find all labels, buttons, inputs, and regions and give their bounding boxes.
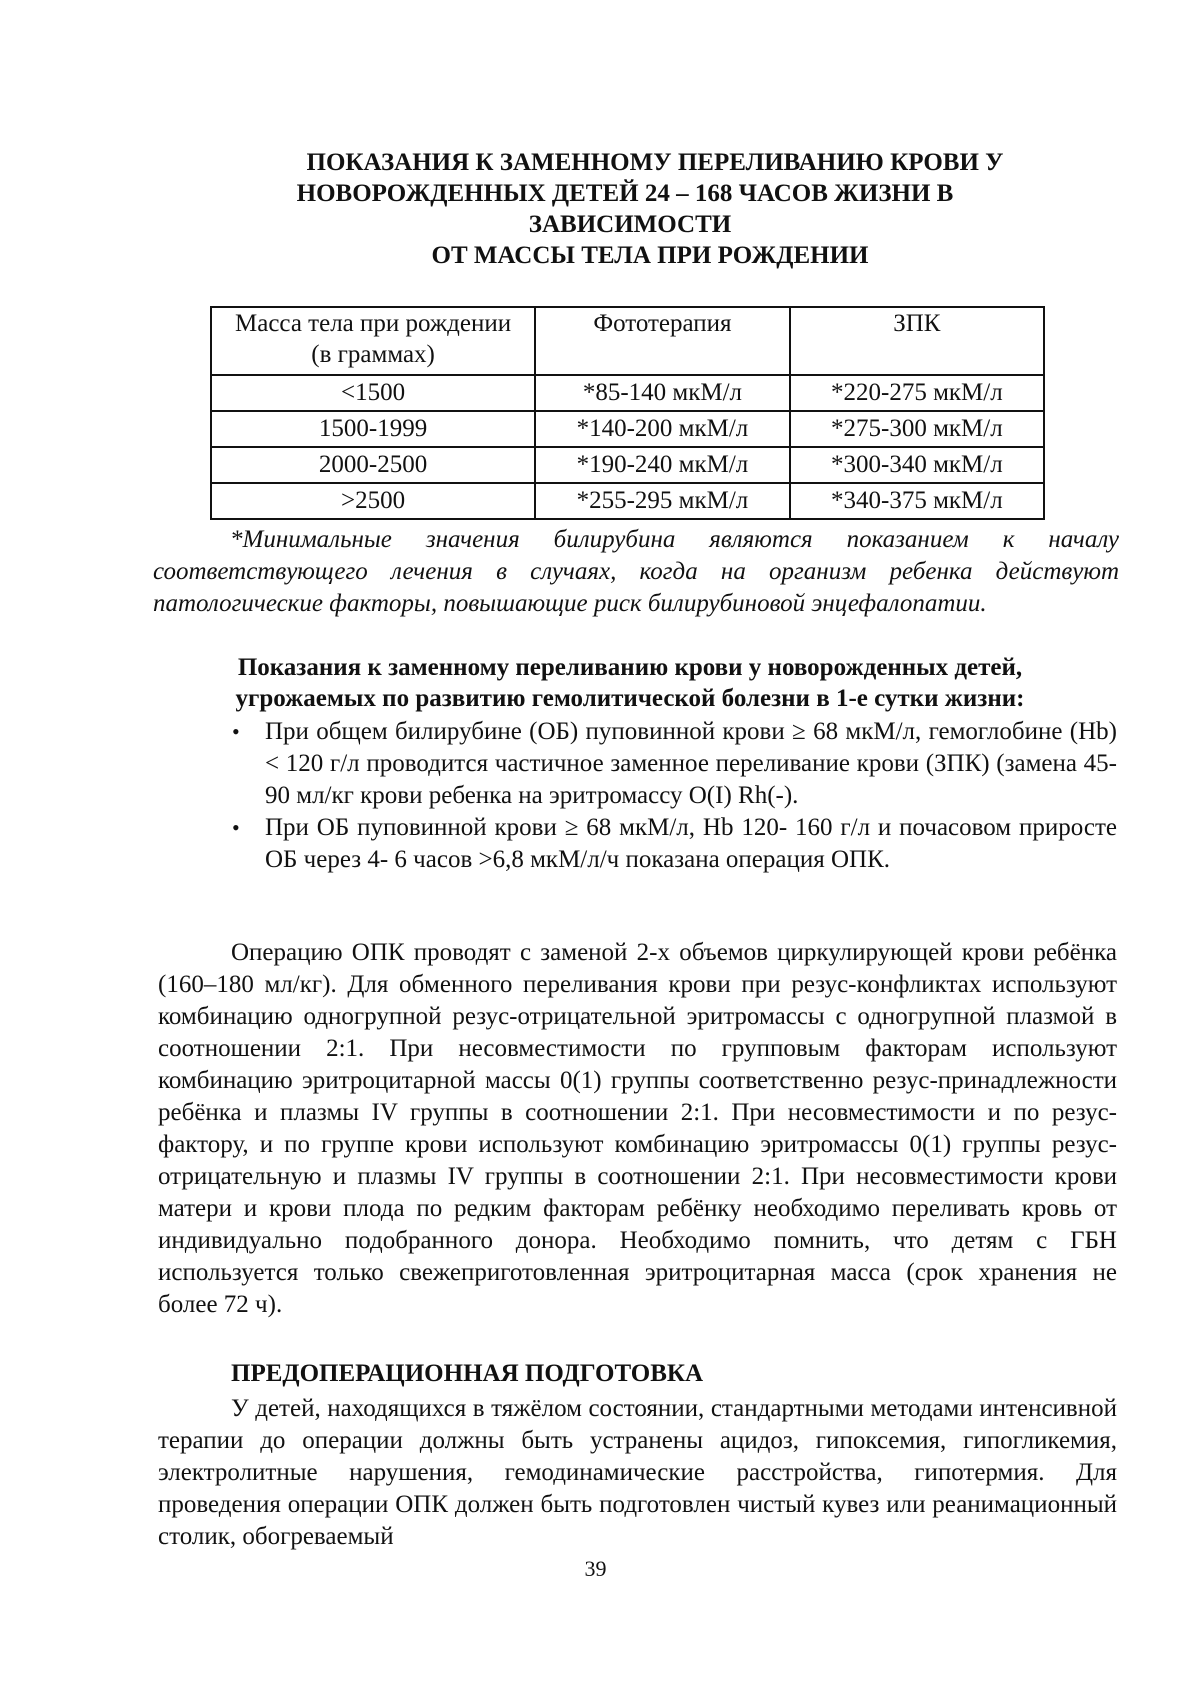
cell-mass: >2500	[211, 483, 535, 519]
body-paragraph: У детей, находящихся в тяжёлом состоянии, стандартными методами интенсивной терапии до операции должны быть устранены ацидоз, гипоксемия, гипогликемия, электролитные нарушения, гемодинамические расстройства, гипотермия. Для проведения операции ОПК должен быть подготовлен чистый кувез или реанимационный столик, обогреваемый	[158, 1395, 1117, 1550]
list-item-text: При ОБ пуповинной крови ≥ 68 мкМ/л, Hb 120- 160 г/л и почасовом приросте ОБ через 4- 6 часов >6,8 мкМ/л/ч показана операция ОПК.	[265, 814, 1117, 873]
list-item	[230, 812, 1117, 876]
cell-zpk: *220-275 мкМ/л	[790, 375, 1044, 411]
title-line: НОВОРОЖДЕННЫХ ДЕТЕЙ 24 – 168 ЧАСОВ ЖИЗНИ В	[296, 180, 954, 207]
indications-list	[230, 716, 1117, 876]
table-footnote: *Минимальные значения билирубина являются показанием к началу соответствующего лечения в случаях, когда на организм ребенка действуют патологические факторы, повышающие риск билирубиновой энцефалопатии.	[153, 526, 1119, 617]
header-birth-mass-line2: (в граммах)	[311, 341, 435, 368]
table-row	[211, 447, 1044, 483]
body-paragraph: Операцию ОПК проводят с заменой 2-х объемов циркулирующей крови ребёнка (160–180 мл/кг). Для обменного переливания крови при резус-конфликтах используют комбинацию одногрупной резус-отрицательной эритромассы с одногрупной плазмой в соотношении 2:1. При несовместимости по групповым факторам используют комбинацию эритроцитарной массы 0(1) группы соответственно резус-принадлежности ребёнка и плазмы IV группы в соотношении 2:1. При несовместимости и по резус-фактору, и по группе крови используют комбинацию эритромассы 0(1) группы резус-отрицательную и плазмы IV группы в соотношении 2:1. При несовместимости крови матери и крови плода по редким факторам ребёнку необходимо переливать кровь от индивидуально подобранного донора. Необходимо помнить, что детям с ГБН используется только свежеприготовленная эритроцитарная масса (срок хранения не более 72 ч).	[158, 939, 1117, 1318]
title-line: ОТ МАССЫ ТЕЛА ПРИ РОЖДЕНИИ	[431, 242, 869, 269]
cell-zpk: *300-340 мкМ/л	[790, 447, 1044, 483]
table-row	[211, 483, 1044, 519]
header-birth-mass-line1: Масса тела при рождении	[235, 310, 512, 337]
title-line: ПОКАЗАНИЯ К ЗАМЕННОМУ ПЕРЕЛИВАНИЮ КРОВИ У	[306, 149, 1004, 176]
page-title	[200, 147, 1060, 271]
table-row	[211, 411, 1044, 447]
page-number: 39	[584, 1556, 607, 1581]
indications-subheading	[160, 652, 1100, 714]
header-birth-mass	[211, 307, 535, 375]
cell-phototherapy: *190-240 мкМ/л	[535, 447, 790, 483]
section-heading: ПРЕДОПЕРАЦИОННАЯ ПОДГОТОВКА	[231, 1360, 704, 1387]
cell-mass: 1500-1999	[211, 411, 535, 447]
cell-phototherapy: *85-140 мкМ/л	[535, 375, 790, 411]
table-row	[211, 375, 1044, 411]
table-header-row	[211, 307, 1044, 375]
list-item-text: При общем билирубине (ОБ) пуповинной крови ≥ 68 мкМ/л, гемоглобине (Hb) < 120 г/л проводится частичное заменное переливание крови (ЗПК) (замена 45-90 мл/кг крови ребенка на эритромассу O(I) Rh(-).	[265, 718, 1117, 809]
cell-zpk: *275-300 мкМ/л	[790, 411, 1044, 447]
bullet-icon: •	[232, 815, 240, 840]
bullet-icon: •	[232, 719, 240, 744]
header-zpk: ЗПК	[790, 307, 1044, 375]
cell-zpk: *340-375 мкМ/л	[790, 483, 1044, 519]
title-line: ЗАВИСИМОСТИ	[528, 211, 732, 238]
cell-phototherapy: *140-200 мкМ/л	[535, 411, 790, 447]
cell-mass: <1500	[211, 375, 535, 411]
header-phototherapy: Фототерапия	[535, 307, 790, 375]
bilirubin-threshold-table	[210, 306, 1045, 520]
subheading-line: угрожаемых по развитию гемолитической болезни в 1-е сутки жизни:	[235, 685, 1025, 712]
list-item	[230, 716, 1117, 812]
subheading-line: Показания к заменному переливанию крови у новорожденных детей,	[237, 654, 1023, 681]
cell-phototherapy: *255-295 мкМ/л	[535, 483, 790, 519]
cell-mass: 2000-2500	[211, 447, 535, 483]
